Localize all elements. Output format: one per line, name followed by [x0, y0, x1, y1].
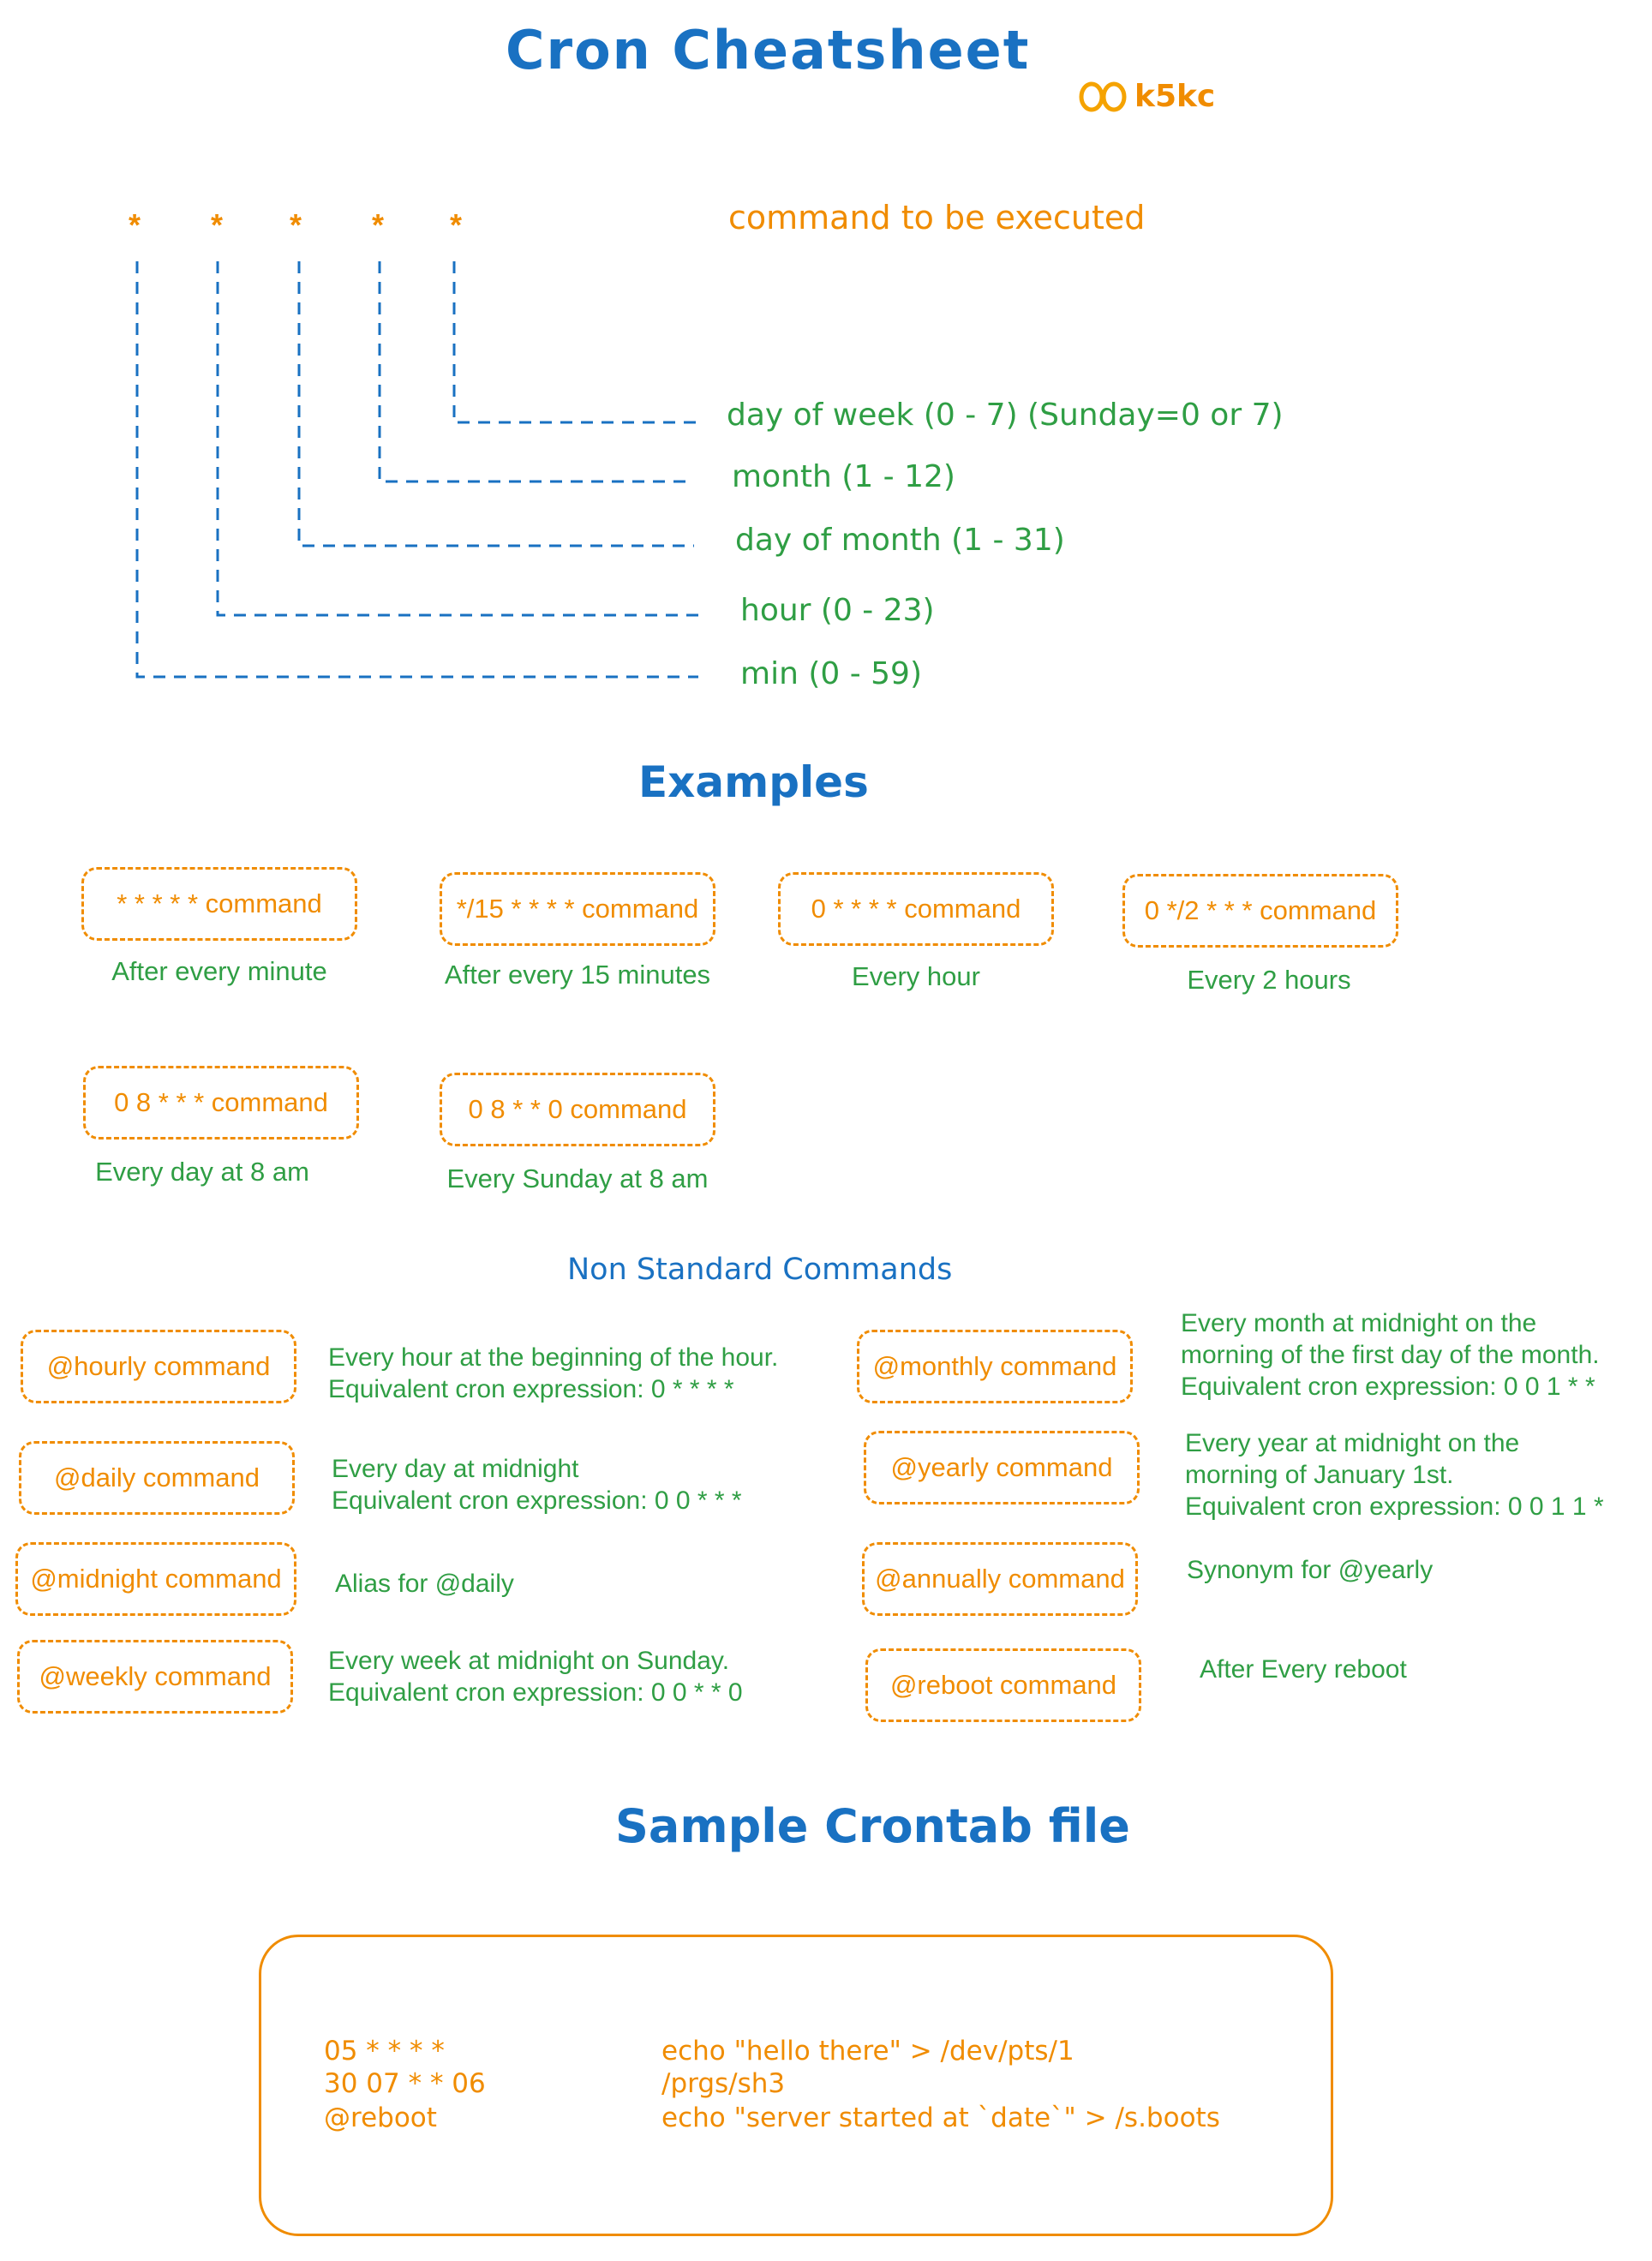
example-expression: * * * * * command [81, 867, 357, 941]
field-month: month (1 - 12) [732, 459, 955, 494]
field-day-of-week: day of week (0 - 7) (Sunday=0 or 7) [727, 398, 1284, 433]
nonstd-description: Synonym for @yearly [1187, 1556, 1434, 1584]
nonstd-command: @midnight command [15, 1542, 296, 1616]
command-label: command to be executed [728, 199, 1146, 236]
example-caption: Every hour [852, 961, 980, 991]
crontab-command: echo "server started at `date`" > /s.boots [661, 2102, 1220, 2133]
star-day-of-week: * [450, 207, 463, 242]
crontab-schedule: 05 * * * * [324, 2036, 445, 2067]
nonstd-command: @annually command [862, 1542, 1138, 1616]
star-hour: * [211, 207, 224, 242]
example-expression: 0 8 * * 0 command [440, 1073, 715, 1146]
crontab-heading: Sample Crontab file [615, 1799, 1130, 1853]
crontab-command: /prgs/sh3 [661, 2068, 786, 2099]
star-minute: * [129, 207, 141, 242]
example-caption: Every Sunday at 8 am [446, 1163, 709, 1193]
nonstd-command: @weekly command [17, 1640, 293, 1714]
nonstd-description: Every hour at the beginning of the hour. Equivalent cron expression: 0 * * * * [328, 1343, 779, 1403]
example-caption: Every 2 hours [1187, 965, 1351, 995]
field-min: min (0 - 59) [740, 656, 923, 691]
nonstd-description: Every day at midnight Equivalent cron expression: 0 0 * * * [332, 1455, 742, 1515]
field-hour: hour (0 - 23) [740, 593, 935, 628]
example-caption: After every minute [111, 956, 327, 986]
example-caption: Every day at 8 am [95, 1157, 309, 1187]
star-day-of-month: * [290, 207, 302, 242]
nonstd-command: @hourly command [21, 1330, 296, 1403]
crontab-schedule: 30 07 * * 06 [324, 2068, 486, 2099]
nonstd-description: Every year at midnight on the morning of January 1st. Equivalent cron expression: 0 0 1 1 * [1185, 1429, 1604, 1521]
crontab-schedule: @reboot [324, 2102, 437, 2133]
nonstd-command: @daily command [19, 1441, 295, 1515]
example-expression: 0 * * * * command [778, 872, 1054, 946]
nonstd-description: Alias for @daily [335, 1570, 514, 1598]
star-month: * [372, 207, 385, 242]
example-caption: After every 15 minutes [444, 960, 711, 990]
example-expression: 0 */2 * * * command [1122, 874, 1398, 948]
nonstd-description: After Every reboot [1200, 1655, 1407, 1684]
nonstd-command: @yearly command [864, 1431, 1140, 1504]
author-name: k5kc [1134, 79, 1216, 114]
field-connectors [0, 0, 1652, 771]
nonstd-command: @reboot command [865, 1648, 1141, 1722]
nonstd-description: Every month at midnight on the morning of the first day of the month. Equivalent cron expression: 0 0 1 * * [1181, 1309, 1600, 1401]
example-expression: 0 8 * * * command [83, 1066, 359, 1139]
page-title: Cron Cheatsheet [506, 19, 1031, 81]
example-expression: */15 * * * * command [440, 872, 715, 946]
nonstd-description: Every week at midnight on Sunday. Equivalent cron expression: 0 0 * * 0 [328, 1647, 743, 1707]
examples-heading: Examples [638, 757, 869, 807]
nonstd-command: @monthly command [857, 1330, 1133, 1403]
field-day-of-month: day of month (1 - 31) [735, 523, 1065, 558]
non-standard-heading: Non Standard Commands [567, 1253, 953, 1287]
crontab-command: echo "hello there" > /dev/pts/1 [661, 2036, 1074, 2067]
